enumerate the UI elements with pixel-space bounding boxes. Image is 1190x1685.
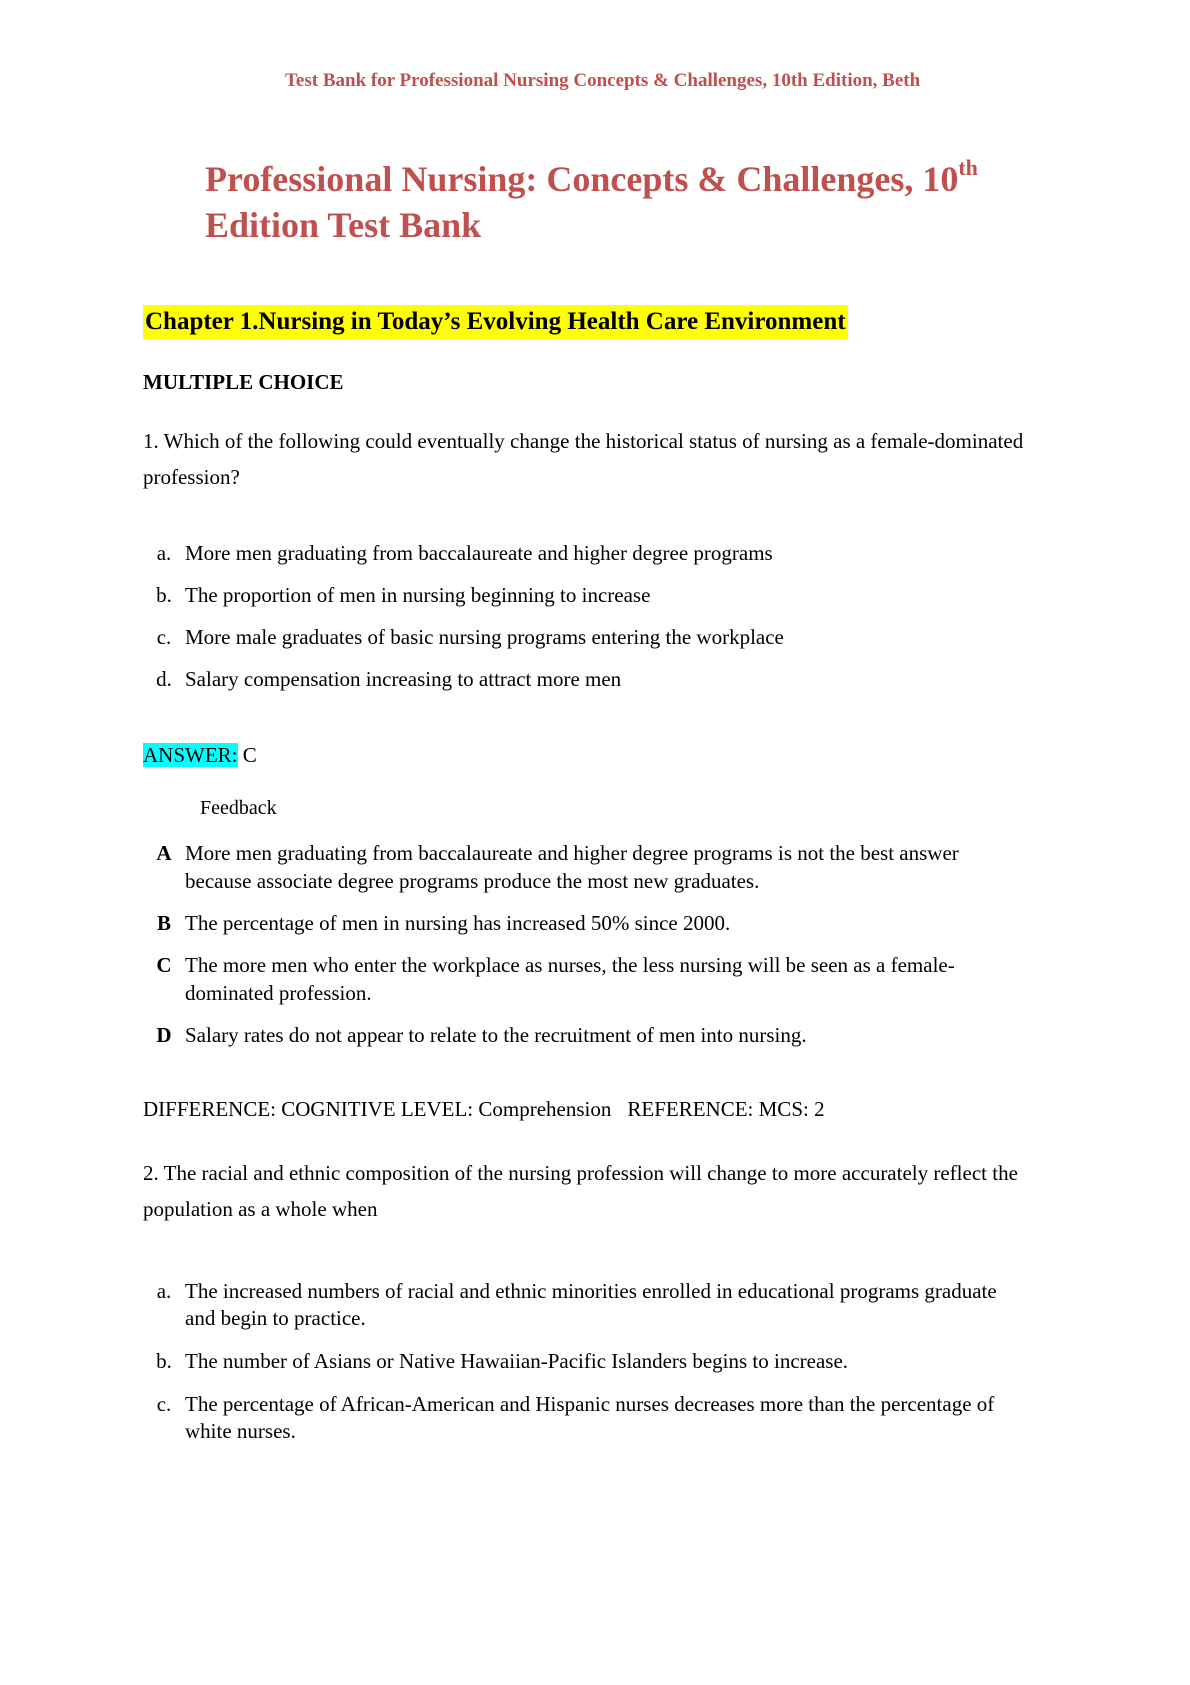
feedback-item-a — [143, 839, 1023, 895]
feedback-list — [143, 839, 1023, 1063]
answer-value: C — [237, 743, 257, 767]
question-1-options — [143, 540, 1063, 693]
option-text: Salary compensation increasing to attract more men — [185, 667, 622, 691]
option-c — [143, 1391, 1023, 1445]
option-letter: c. — [156, 625, 172, 649]
feedback-text: The more men who enter the workplace as nurses, the less nursing will be seen as a female-dominated profession. — [185, 953, 955, 1005]
feedback-letter: B — [156, 911, 171, 935]
option-text: The proportion of men in nursing beginning to increase — [185, 583, 651, 607]
option-b — [143, 1348, 1023, 1375]
question-2-options — [143, 1278, 1023, 1445]
feedback-text: More men graduating from baccalaureate and higher degree programs is not the best answer because associate degree programs produce the most new graduates. — [185, 841, 959, 893]
feedback-letter: A — [156, 841, 172, 865]
option-letter: c. — [156, 1392, 172, 1416]
running-header: Test Bank for Professional Nursing Concepts & Challenges, 10th Edition, Beth — [285, 70, 921, 91]
reference: REFERENCE: MCS: 2 — [627, 1097, 825, 1121]
feedback-letter: D — [156, 1023, 172, 1047]
option-letter: b. — [156, 583, 172, 607]
feedback-item-c — [143, 951, 1023, 1007]
feedback-text: The percentage of men in nursing has increased 50% since 2000. — [185, 911, 731, 935]
feedback-text: Salary rates do not appear to relate to the recruitment of men into nursing. — [185, 1023, 807, 1047]
answer-line — [143, 743, 257, 768]
option-text: The percentage of African-American and Hispanic nurses decreases more than the percentage of white nurses. — [185, 1392, 995, 1443]
feedback-letter: C — [156, 953, 172, 977]
option-c — [143, 624, 1063, 651]
chapter-heading: Chapter 1.Nursing in Today’s Evolving Health Care Environment — [143, 305, 848, 339]
option-letter: b. — [156, 1349, 172, 1373]
option-text: More male graduates of basic nursing programs entering the workplace — [185, 625, 784, 649]
answer-label: ANSWER: — [143, 743, 238, 767]
question-metadata — [143, 1097, 825, 1122]
option-text: More men graduating from baccalaureate and higher degree programs — [185, 541, 773, 565]
option-letter: a. — [156, 541, 172, 565]
option-letter: a. — [156, 1279, 172, 1303]
option-a — [143, 1278, 1023, 1332]
question-1-text: 1. Which of the following could eventually change the historical status of nursing as a female-dominated profession? — [143, 429, 1024, 489]
section-label: MULTIPLE CHOICE — [143, 370, 344, 394]
option-b — [143, 582, 1063, 609]
title-line1: Professional Nursing: Concepts & Challenges, 10 — [205, 159, 959, 199]
option-text: The number of Asians or Native Hawaiian-Pacific Islanders begins to increase. — [185, 1349, 849, 1373]
option-text: The increased numbers of racial and ethnic minorities enrolled in educational programs graduate and begin to practice. — [185, 1279, 997, 1330]
feedback-label: Feedback — [200, 797, 277, 819]
option-letter: d. — [156, 667, 172, 691]
document-title — [205, 156, 1105, 248]
option-d — [143, 666, 1063, 693]
question-2-text: 2. The racial and ethnic composition of the nursing profession will change to more accurately reflect the population as a whole when — [143, 1161, 1018, 1221]
difference-cognitive-level: DIFFERENCE: COGNITIVE LEVEL: Comprehension — [143, 1097, 612, 1121]
option-a — [143, 540, 1063, 567]
title-superscript: th — [958, 155, 978, 180]
title-line2: Edition Test Bank — [205, 205, 482, 245]
feedback-item-b — [143, 909, 1023, 937]
feedback-item-d — [143, 1021, 1023, 1049]
